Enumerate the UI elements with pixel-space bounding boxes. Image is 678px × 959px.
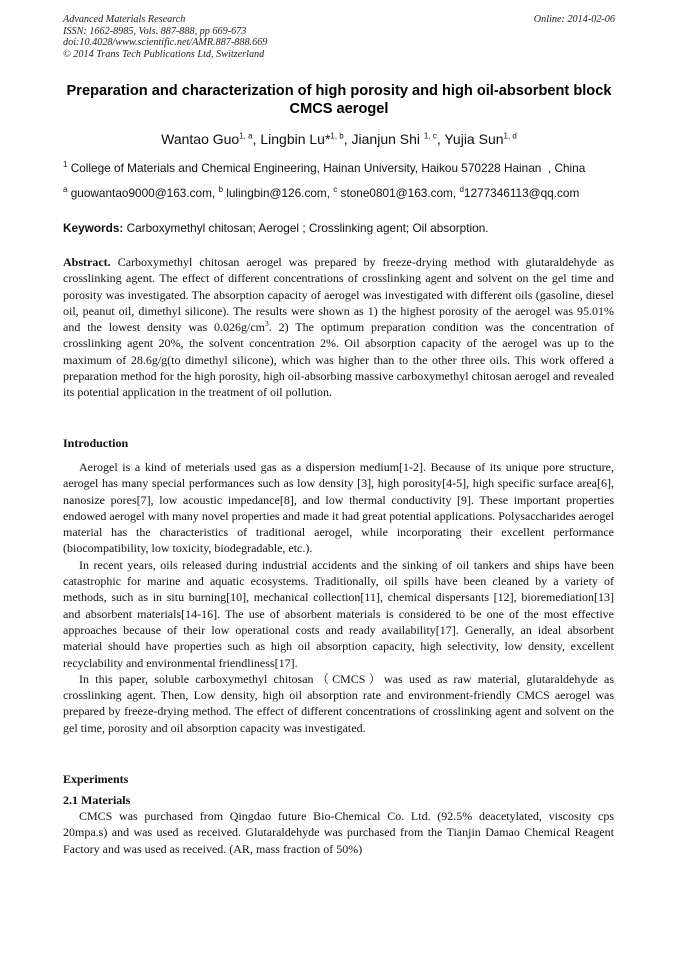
doi-line: doi:10.4028/www.scientific.net/AMR.887-888.669: [63, 37, 268, 49]
introduction-body: [63, 459, 614, 736]
keywords-label: Keywords:: [63, 221, 124, 235]
author-affil-mark: 1, c: [423, 131, 437, 141]
paragraph: In this paper, soluble carboxymethyl chitosan（CMCS）was used as raw material, glutaraldehyde as crosslinking agent. Then, Low density, high oil absorption rate and environment-friendly CMCS aerogel was prepared by freeze-drying method. The effect of different concentrations of crosslinking agent and solvent on the gel time, porosity and oil absorption capacity was investigated.: [63, 671, 614, 735]
author-list: Wantao Guo$^{1, a}$, Lingbin Lu*$^{1, b}$, Jianjun Shi $^{1, c}$, Yujia Sun$^{1, d}$: [161, 131, 517, 147]
email-link: stone0801@163.com,: [337, 186, 460, 200]
subsection-heading-materials: 2.1 Materials: [63, 793, 131, 807]
author-name: Yujia Sun: [444, 131, 504, 147]
journal-name: Advanced Materials Research: [63, 14, 186, 25]
author-name: Wantao Guo: [161, 131, 240, 147]
email-link: 1277346113@qq.com: [463, 186, 580, 200]
keywords-text: Carboxymethyl chitosan; Aerogel ; Crosslinking agent; Oil absorption.: [123, 221, 489, 235]
materials-body: [63, 808, 614, 857]
online-date: Online: 2014-02-06: [533, 14, 615, 25]
keywords: [63, 221, 623, 236]
email-link: lulingbin@126.com,: [222, 186, 334, 200]
abstract-label: Abstract.: [63, 255, 111, 269]
abstract: Abstract. Carboxymethyl chitosan aerogel was prepared by freeze-drying method with glutaraldehyde as crosslinking agent. The effect of different concentrations of crosslinking agent and solvent on the gel time and porosity was investigated. The absorption capacity of aerogel was investigated with different oils (gasoline, diesel oil, peanut oil, dimethyl silicone). The results were shown as 1) the highest porosity of the aerogel was 95.01% and the lowest density was $0.026g/cm^3$. 2) The optimum preparation condition was the concentration of crosslinking agent 20%, the solvent concentration 2%. Oil absorption capacity of the aerogel was up to the maximum of 28.6g/g(to dimethyl silicone), which was higher than to the other three oils. This work offered a preparation method for the high porosity, high oil-absorbing massive carboxymethyl chitosan aerogel and revealed its potential application in the treatment of oil pollution.: [63, 255, 614, 400]
author-affil-mark: 1, d: [503, 131, 517, 141]
email-link: guowantao9000@163.com,: [67, 186, 219, 200]
paragraph: In recent years, oils released during industrial accidents and the sinking of oil tankers and ships have been catastrophic for marine and aquatic ecosystems. Traditionally, oil spills have been cleaned by a variety of methods, such as in situ burning[10], mechanical collection[11], chemical dispersants [12], bioremediation[13] and absorbent materials[14-16]. The use of absorbent materials is considered to be one of the most effective approaches because of their low operational costs and ready availability[17]. Generally, an ideal absorbent material should have properties such as high oil absorption capacity, high selectivity, low density, excellent recyclability and environmental friendliness[17].: [63, 557, 614, 670]
author-affil-mark: 1, b: [330, 131, 344, 141]
author-name: Jianjun Shi: [351, 131, 424, 147]
author-affil-mark: 1, a: [239, 131, 253, 141]
affiliation: $^1$ College of Materials and Chemical Engineering, Hainan University, Haikou 570228 Hainan , China: [63, 160, 586, 175]
copyright-line: © 2014 Trans Tech Publications Ltd, Switzerland: [63, 48, 265, 60]
author-name: Lingbin Lu*: [260, 131, 331, 147]
paper-title: Preparation and characterization of high porosity and high oil-absorbent block CMCS aerogel: [66, 83, 612, 117]
section-heading-experiments: Experiments: [63, 772, 129, 786]
issn-line: ISSN: 1662-8985, Vols. 887-888, pp 669-673: [63, 25, 247, 37]
section-heading-introduction: Introduction: [63, 436, 129, 450]
paragraph: CMCS was purchased from Qingdao future Bio-Chemical Co. Ltd. (92.5% deacetylated, viscosity cps 20mpa.s) and was used as received. Glutaraldehyde was purchased from the Tianjin Damao Chemical Reagent Factory and was used as received. (AR, mass fraction of 50%): [63, 809, 614, 856]
journal-header: [63, 14, 267, 60]
author-emails: $^a$ guowantao9000@163.com, $^b$ lulingbin@126.com, $^c$ stone0801@163.com, $^d$1277346113@qq.com: [63, 185, 580, 200]
paragraph: Aerogel is a kind of meterials used gas as a dispersion medium[1-2]. Because of its unique pore structure, aerogel has many special performances such as low density [3], high porosity[4-5], high specific surface area[6], nanosize pores[7], low acoustic impedance[8], and low thermal conductivity [9]. These important properties endowed aerogel with many novel properties and made it had great potential applications. Polysaccharides aerogel material has the characteristics of traditional aerogel, while incorporating their excellent performance (biocompatibility, low toxicity, biodegradable, etc.).: [63, 460, 614, 556]
